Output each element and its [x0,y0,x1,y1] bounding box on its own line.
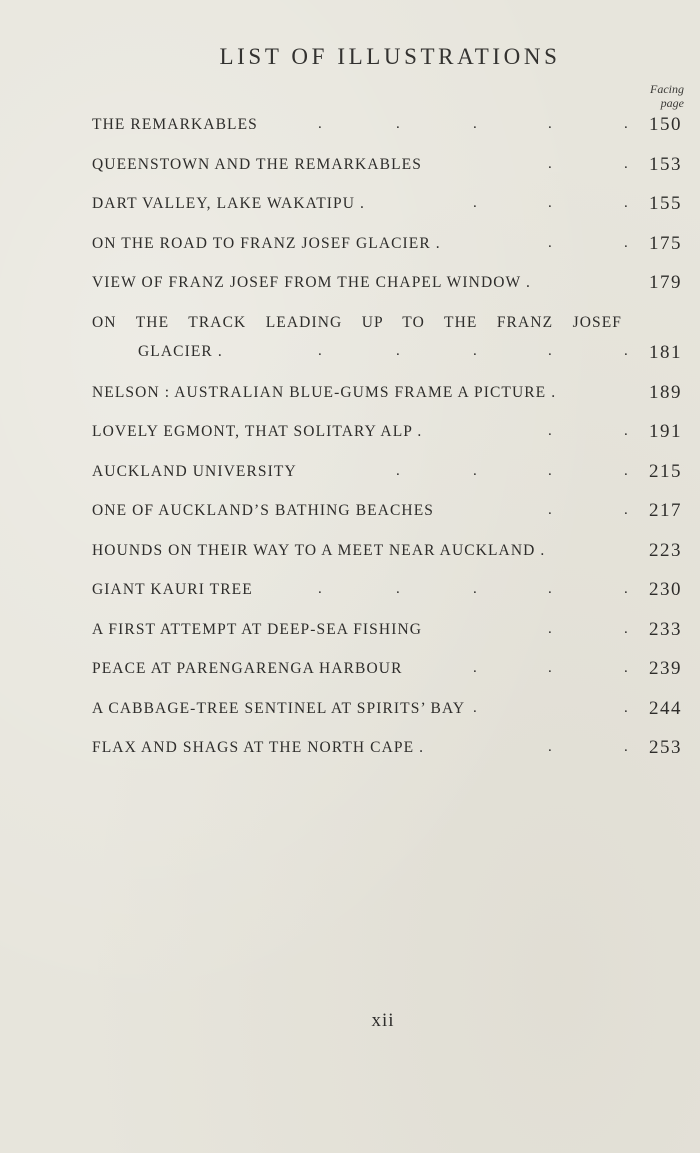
leader-dot: . [396,581,401,597]
leader-dots [92,274,632,294]
leader-dots [92,542,632,562]
leader-dots [92,343,632,363]
facing-page-number: 181 [649,341,682,363]
list-item [92,498,682,538]
leader-dots [92,156,632,176]
illustration-title: LOVELY EGMONT, THAT SOLITARY ALP . [92,423,423,440]
leader-dots [92,235,632,255]
leader-dots [92,384,632,404]
facing-page-number: 215 [649,460,682,482]
facing-page-number: 239 [649,658,682,679]
illustration-title: FLAX AND SHAGS AT THE NORTH CAPE . [92,739,425,756]
leader-dots [92,739,632,759]
list-item [92,577,682,617]
leader-dots [92,502,632,522]
list-item [92,735,682,775]
leader-dot: . [624,462,629,479]
leader-dot: . [624,195,629,211]
leader-dot: . [624,620,629,637]
facing-page-number: 223 [649,539,682,561]
page-label: page [660,96,684,110]
leader-dot: . [548,739,553,755]
facing-page-number: 244 [649,697,682,719]
facing-page-number: 217 [649,500,682,521]
leader-dot: . [624,423,629,439]
leader-dot: . [624,502,629,518]
leader-dot: . [396,116,401,132]
facing-page-number: 150 [649,114,682,135]
list-item [92,380,682,420]
list-item [92,617,682,657]
facing-page-number: 175 [649,232,682,254]
leader-dots [92,621,632,641]
leader-dot: . [473,660,478,676]
leader-dots [92,463,632,483]
illustrations-list [92,112,682,775]
facing-page-number: 189 [649,381,682,403]
leader-dot: . [624,699,629,716]
illustration-title: ON THE ROAD TO FRANZ JOSEF GLACIER . [92,234,441,252]
leader-dot: . [318,581,323,597]
leader-dot: . [624,234,629,251]
leader-dot: . [548,462,553,479]
leader-dot: . [473,581,478,597]
leader-dot: . [624,116,629,132]
leader-dots [92,195,632,215]
leader-dots [92,423,632,443]
page-title: LIST OF ILLUSTRATIONS [219,44,561,69]
leader-dot: . [624,342,629,359]
list-item [92,459,682,499]
leader-dot: . [473,195,478,211]
illustration-title: PEACE AT PARENGARENGA HARBOUR [92,660,403,677]
leader-dot: . [548,620,553,637]
facing-page-number: 230 [649,579,682,600]
leader-dot: . [548,234,553,251]
leader-dot: . [548,581,553,597]
list-item [92,656,682,696]
leader-dot: . [396,462,401,479]
illustration-title: DART VALLEY, LAKE WAKATIPU . [92,195,366,212]
page-number: xii [371,1010,395,1031]
illustration-title: THE REMARKABLES [92,116,258,133]
facing-page-number: 153 [649,153,682,175]
illustration-title: ONE OF AUCKLAND’S BATHING BEACHES [92,502,435,519]
illustration-title: AUCKLAND UNIVERSITY [92,462,297,480]
leader-dot: . [473,342,478,359]
illustration-title: NELSON : AUSTRALIAN BLUE-GUMS FRAME A PICTURE . [92,383,557,401]
leader-dot: . [548,195,553,211]
list-item [92,538,682,578]
list-item [92,191,682,231]
leader-dot: . [548,423,553,439]
facing-page-number: 155 [649,193,682,214]
facing-label: Facing [650,82,684,96]
leader-dot: . [624,155,629,172]
leader-dot: . [548,660,553,676]
leader-dot: . [473,699,478,716]
facing-page-number: 191 [649,421,682,442]
list-item [92,231,682,271]
list-item [92,310,682,380]
leader-dot: . [548,342,553,359]
illustration-title: GIANT KAURI TREE [92,581,253,598]
facing-page-number: 253 [649,737,682,758]
leader-dot: . [473,116,478,132]
leader-dot: . [473,462,478,479]
facing-page-number: 179 [649,272,682,293]
facing-page-header [650,82,684,110]
illustration-title: A CABBAGE-TREE SENTINEL AT SPIRITS’ BAY [92,699,466,717]
leader-dot: . [548,155,553,172]
leader-dots [92,660,632,680]
illustration-title-continued: GLACIER . [138,342,223,360]
leader-dots [92,700,632,720]
illustration-title: A FIRST ATTEMPT AT DEEP-SEA FISHING [92,620,423,638]
leader-dot: . [624,660,629,676]
illustration-title: VIEW OF FRANZ JOSEF FROM THE CHAPEL WINDOW . [92,274,531,291]
list-item [92,419,682,459]
leader-dot: . [318,116,323,132]
illustration-title: ON THE TRACK LEADING UP TO THE FRANZ JOSEF [92,313,622,331]
leader-dot: . [318,342,323,359]
leader-dot: . [624,739,629,755]
list-item [92,696,682,736]
leader-dots [92,581,632,601]
leader-dots [92,116,632,136]
leader-dot: . [548,502,553,518]
list-item [92,112,682,152]
leader-dot: . [624,581,629,597]
illustration-title: HOUNDS ON THEIR WAY TO A MEET NEAR AUCKLAND . [92,541,546,559]
leader-dot: . [396,342,401,359]
list-item [92,152,682,192]
leader-dot: . [548,116,553,132]
list-item [92,270,682,310]
illustration-title: QUEENSTOWN AND THE REMARKABLES [92,155,422,173]
facing-page-number: 233 [649,618,682,640]
